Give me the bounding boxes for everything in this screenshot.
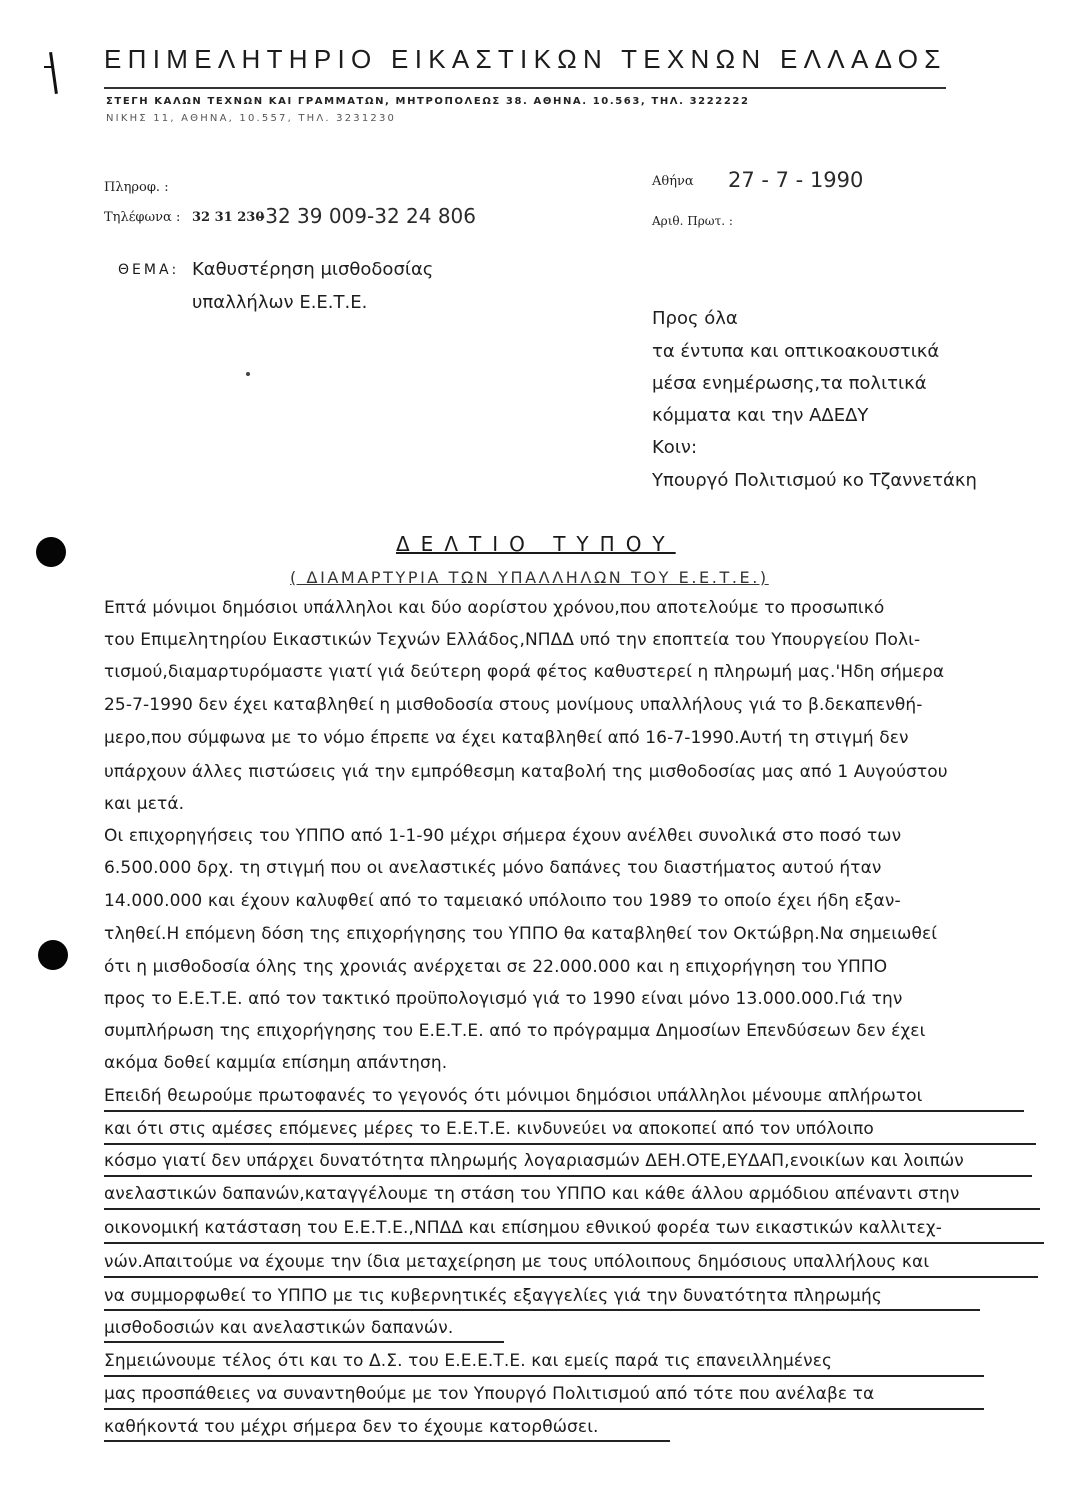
underline-stroke [104, 1175, 1032, 1177]
margin-mark [44, 66, 54, 68]
body-line: μερο,που σύμφωνα με το νόμο έπρεπε να έχει καταβληθεί από 16-7-1990.Αυτή τη στιγμή δεν [104, 728, 909, 748]
body-line: καθήκοντά του μέχρι σήμερα δεν το έχουμε κατορθώσει. [104, 1417, 599, 1437]
underline-stroke [104, 1440, 670, 1442]
body-line: και ότι στις αμέσες επόμενες μέρες το Ε.Ε.Τ.Ε. κινδυνεύει να αποκοπεί από τον υπόλοιπο [104, 1119, 874, 1139]
body-line: Οι επιχορηγήσεις του ΥΠΠΟ από 1-1-90 μέχρι σήμερα έχουν ανέλθει συνολικά στο ποσό των [104, 826, 902, 846]
subject-line: υπαλλήλων Ε.Ε.Τ.Ε. [192, 292, 368, 313]
body-line: και μετά. [104, 794, 185, 814]
recipient-line: μέσα ενημέρωσης,τα πολιτικά [652, 373, 927, 394]
margin-mark [49, 52, 58, 94]
press-subtitle: ( ΔΙΑΜΑΡΤΥΡΙΑ ΤΩΝ ΥΠΑΛΛΗΛΩΝ ΤΟΥ Ε.Ε.Τ.Ε.) [290, 568, 769, 587]
recipient-line: Υπουργό Πολιτισμού κο Τζαννετάκη [652, 470, 977, 491]
city-label: Αθήνα [652, 174, 694, 189]
underline-stroke [104, 1309, 980, 1311]
underline-stroke [104, 1408, 984, 1410]
press-title: ΔΕΛΤΙΟ ΤΥΠΟΥ [396, 532, 676, 556]
punch-hole [38, 940, 68, 970]
body-line: οικονομική κατάσταση του Ε.Ε.Τ.Ε.,ΝΠΔΔ και επίσημου εθνικού φορέα των εικαστικών καλλιτεχ- [104, 1218, 942, 1238]
recipient-line: κόμματα και την ΑΔΕΔΥ [652, 405, 869, 426]
body-line: τισμού,διαμαρτυρόμαστε γιατί γιά δεύτερη φορά φέτος καθυστερεί η πληρωμή μας.'Ηδη σήμερα [104, 662, 945, 682]
body-line: Επτά μόνιμοι δημόσιοι υπάλληλοι και δύο αορίστου χρόνου,που αποτελούμε το προσωπικό [104, 598, 885, 618]
underline-stroke [104, 1276, 1038, 1278]
letterhead-rule [104, 87, 946, 89]
protocol-label: Αριθ. Πρωτ. : [652, 214, 733, 228]
body-line: να συμμορφωθεί το ΥΠΠΟ με τις κυβερνητικές εξαγγελίες γιά την δυνατότητα πληρωμής [104, 1286, 882, 1306]
underline-stroke [104, 1375, 984, 1377]
body-line: υπάρχουν άλλες πιστώσεις γιά την εμπρόθεσμη καταβολή της μισθοδοσίας μας από 1 Αυγούστου [104, 762, 948, 782]
info-label: Πληροφ. : [104, 180, 169, 195]
body-line: 25-7-1990 δεν έχει καταβληθεί η μισθοδοσία στους μονίμους υπαλλήλους γιά το β.δεκαπενθή- [104, 695, 923, 715]
body-line: του Επιμελητηρίου Εικαστικών Τεχνών Ελλάδος,ΝΠΔΔ υπό την εποπτεία του Υπουργείου Πολι- [104, 630, 921, 650]
subject-label: ΘΕΜΑ: [118, 262, 180, 278]
underline-stroke [104, 1242, 1044, 1244]
body-line: ότι η μισθοδοσία όλης της χρονιάς ανέρχεται σε 22.000.000 και η επιχορήγηση του ΥΠΠΟ [104, 957, 888, 977]
letterhead-address-line: ΝΙΚΗΣ 11, ΑΘΗΝΑ, 10.557, ΤΗΛ. 3231230 [106, 113, 397, 124]
underline-stroke [104, 1208, 1040, 1210]
subject-line: Καθυστέρηση μισθοδοσίας [192, 259, 434, 280]
body-line: ανελαστικών δαπανών,καταγγέλουμε τη στάση του ΥΠΠΟ και κάθε άλλου αρμόδιου απέναντι στην [104, 1184, 960, 1204]
letterhead-address-line: ΣΤΕΓΗ ΚΑΛΩΝ ΤΕΧΝΩΝ ΚΑΙ ΓΡΑΜΜΑΤΩΝ, ΜΗΤΡΟΠΟΛΕΩΣ 38. ΑΘΗΝΑ. 10.563, ΤΗΛ. 3222222 [106, 96, 750, 107]
recipient-line: Κοιν: [652, 437, 698, 458]
underline-stroke [104, 1143, 1036, 1145]
body-line: 6.500.000 δρχ. τη στιγμή που οι ανελαστικές μόνο δαπάνες του διαστήματος αυτού ήταν [104, 858, 882, 878]
body-line: νών.Απαιτούμε να έχουμε την ίδια μεταχείρηση με τους υπόλοιπους δημόσιους υπαλλήλους και [104, 1252, 930, 1272]
phones-extra: -32 39 009-32 24 806 [258, 204, 477, 228]
underline-stroke [104, 1110, 1024, 1112]
body-line: 14.000.000 και έχουν καλυφθεί από το ταμειακό υπόλοιπο του 1989 το οποίο έχει ήδη εξαν- [104, 891, 901, 911]
recipient-line: Προς όλα [652, 308, 738, 329]
body-line: Σημειώνουμε τέλος ότι και το Δ.Σ. του Ε.Ε.Ε.Τ.Ε. και εμείς παρά τις επανειλλημένες [104, 1351, 833, 1371]
body-line: κόσμο γιατί δεν υπάρχει δυνατότητα πληρωμής λογαριασμών ΔΕΗ.ΟΤΕ,ΕΥΔΑΠ,ενοικίων και λοιπών [104, 1151, 964, 1171]
body-line: ακόμα δοθεί καμμία επίσημη απάντηση. [104, 1053, 448, 1073]
body-line: μισθοδοσιών και ανελαστικών δαπανών. [104, 1318, 454, 1338]
body-line: συμπλήρωση της επιχορήγησης του Ε.Ε.Τ.Ε. από το πρόγραμμα Δημοσίων Επενδύσεων δεν έχει [104, 1021, 926, 1041]
body-line: τληθεί.Η επόμενη δόση της επιχορήγησης του ΥΠΠΟ θα καταβληθεί τον Οκτώβρη.Να σημειωθεί [104, 924, 938, 944]
phones-label: Τηλέφωνα : [104, 210, 181, 225]
letterhead-title: ΕΠΙΜΕΛΗΤΗΡΙΟ ΕΙΚΑΣΤΙΚΩΝ ΤΕΧΝΩΝ ΕΛΛΑΔΟΣ [104, 44, 947, 74]
body-line: Επειδή θεωρούμε πρωτοφανές το γεγονός ότι μόνιμοι δημόσιοι υπάλληλοι μένουμε απλήρωτοι [104, 1086, 923, 1106]
body-line: προς το Ε.Ε.Τ.Ε. από τον τακτικό προϋπολογισμό γιά το 1990 είναι μόνο 13.000.000.Γιά την [104, 989, 903, 1009]
recipient-line: τα έντυπα και οπτικοακουστικά [652, 341, 940, 362]
ink-dot [246, 372, 250, 376]
date: 27 - 7 - 1990 [728, 168, 864, 192]
punch-hole [36, 537, 66, 567]
body-line: μας προσπάθειες να συναντηθούμε με τον Υπουργό Πολιτισμού από τότε που ανέλαβε τα [104, 1384, 875, 1404]
underline-stroke [104, 1341, 504, 1343]
phones-value: 32 31 230 [192, 210, 265, 225]
